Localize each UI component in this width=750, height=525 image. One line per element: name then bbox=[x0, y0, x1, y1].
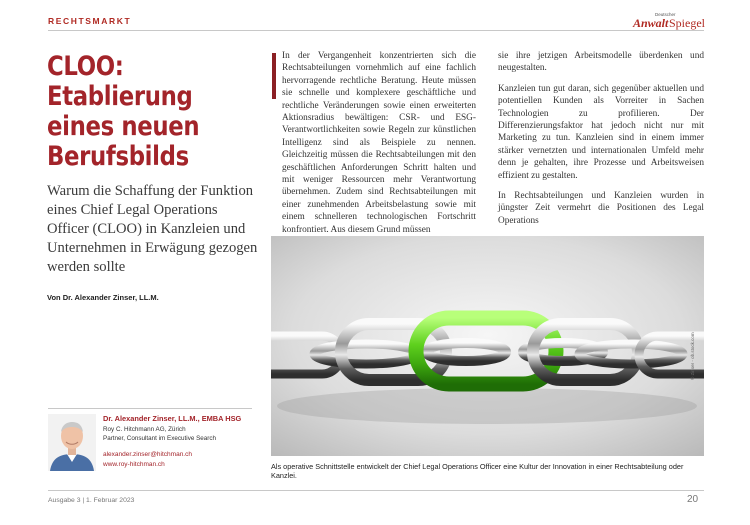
image-credit: © Zinser - ob.stock.com bbox=[690, 332, 695, 380]
author-role: Partner, Consultant im Executive Search bbox=[103, 435, 217, 442]
title-line-3: eines neuen bbox=[47, 111, 200, 142]
image-caption: Als operative Schnittstelle entwickelt der Chief Legal Operations Officer eine Kultur der Innovation in einer Rechtsabteilung oder Kanzlei. bbox=[271, 462, 684, 480]
author-company: Roy C. Hitchmann AG, Zürich bbox=[103, 426, 186, 433]
logo-spiegel: Spiegel bbox=[669, 16, 705, 30]
body-column-1 bbox=[272, 50, 476, 244]
body-paragraph: In Rechtsabteilungen und Kanzleien wurden in jüngster Zeit vermehrt die Positionen des Legal Operations bbox=[498, 191, 704, 226]
body-paragraph: Kanzleien tun gut daran, sich gegenüber aktuellen und potentiellen Kunden als Vorreiter in Sachen Technologien zu profilieren. Der Differenzierungsfaktor hat jedoch nicht nur mit Marketing zu tun. Kanzleien sind in einem immer stärker vernetzten und internationalen Umfeld mehr denn je gehalten, ihre Prozesse und Arbeitsweisen effizient zu gestalten. bbox=[498, 83, 704, 181]
logo-anwalt: Anwalt bbox=[633, 16, 669, 30]
body-paragraph: sie ihre jetzigen Arbeitsmodelle überdenken und neugestalten. bbox=[498, 51, 704, 74]
author-photo bbox=[48, 414, 96, 471]
body-paragraph: In der Vergangenheit konzentrierten sich die Rechtsabteilungen vornehmlich auf eine fachlich hervorragende rechtliche Beratung. Heute müssen sie schnelle und komplexere geschäftliche und rechtliche Veränderungen sowie einen erweiterten Aktionsradius bewältigen: CSR- und ESG-Verantwortlichkeiten sowie Regeln zur künstlichen Intelligenz sind als Beispiele zu nennen. Gleichzeitig müssen die Rechtsabteilungen mit den geschäftlichen Anforderungen Schritt halten und mit weniger Ressourcen mehr Verantwortung übernehmen. Zudem sind Rechtsabteilungen mit einer zunehmenden Arbeitsbelastung sowie mit einem schnelleren technologischen Fortschritt konfrontiert. Aus diesem Grund müssen bbox=[282, 51, 476, 235]
section-tag: RECHTSMARKT bbox=[48, 16, 132, 26]
chain-illustration-svg bbox=[271, 236, 704, 456]
title-line-1: CLOO: bbox=[47, 51, 124, 82]
bottom-divider bbox=[48, 490, 704, 491]
author-name: Dr. Alexander Zinser, LL.M., EMBA HSG bbox=[103, 414, 242, 423]
article-subtitle: Warum die Schaffung der Funktion eines Chief Legal Operations Officer (CLOO) in Kanzleien und Unternehmen in Erwägung gezogen werden sollte bbox=[47, 183, 258, 275]
title-line-4: Berufsbilds bbox=[47, 141, 189, 172]
top-divider bbox=[48, 30, 704, 31]
issue-info: Ausgabe 3 | 1. Februar 2023 bbox=[48, 497, 135, 504]
author-photo-svg bbox=[48, 414, 96, 471]
chain-illustration bbox=[271, 236, 704, 456]
body-column-2 bbox=[498, 50, 704, 235]
logo-small-text: Deutscher bbox=[655, 12, 676, 17]
author-divider bbox=[48, 408, 252, 409]
page-number: 20 bbox=[687, 494, 699, 505]
article-title bbox=[47, 52, 223, 172]
article-byline: Von Dr. Alexander Zinser, LL.M. bbox=[47, 293, 159, 302]
author-email-link[interactable]: alexander.zinser@hitchman.ch bbox=[103, 451, 192, 458]
author-website-link[interactable]: www.roy-hitchman.ch bbox=[103, 461, 165, 468]
title-line-2: Etablierung bbox=[47, 81, 193, 112]
